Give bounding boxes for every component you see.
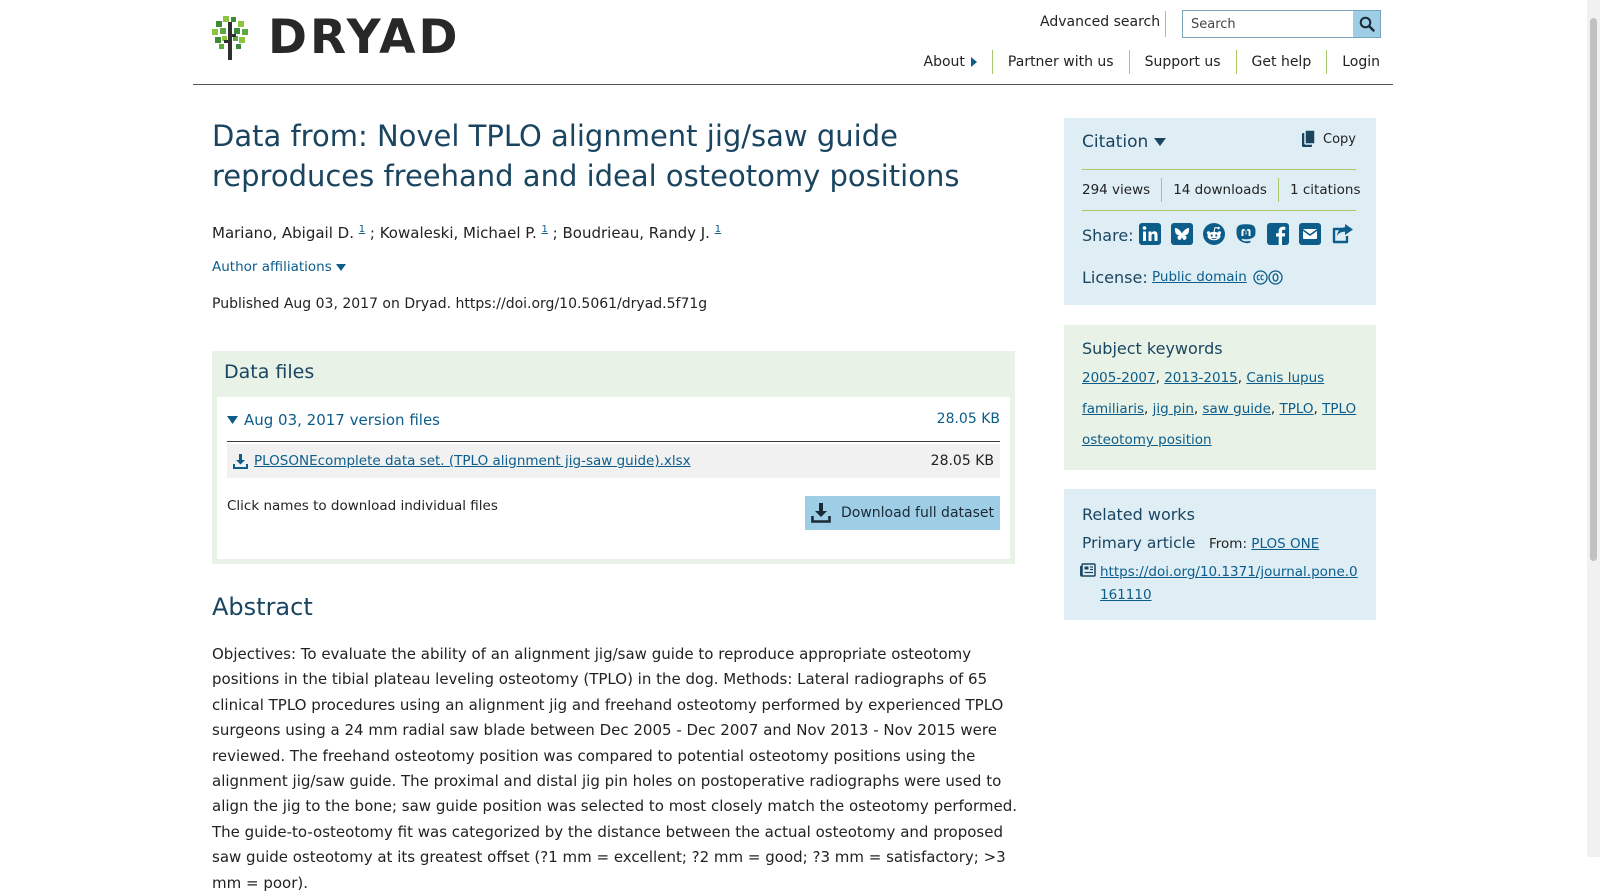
abstract-text: Objectives: To evaluate the ability of an alignment jig/saw guide to reproduce appropriate osteotomy positions in the tibial plateau leveling osteotomy (TPLO) in the dog. Methods: Lateral radiographs of 65 clinical TPLO procedures using an alignment jig and freehand osteotomy performed by experienced TPLO surgeons using a 24 mm radial saw blade between Dec 2005 - Dec 2007 and Nov 2013 - Nov 2015 were reviewed. The freehand osteotomy position was compared to potential osteotomy positions using the alignment jig/saw guide. The proximal and distal jig pin holes on postoperative radiographs were used to align the jig to the bone; saw guide position was selected to most closely match the osteotomy performed. The guide-to-osteotomy fit was categorized by the distance between the actual osteotomy and proposed saw guide osteotomy at its greatest offset (?1 mm = excellent; ?2 mm = good; ?3 mm = satisfactory; >3 mm = poor). [212, 645, 1017, 892]
caret-right-icon [970, 57, 977, 67]
citation-panel [1064, 118, 1376, 305]
copy-label: Copy [1323, 131, 1356, 147]
version-files-toggle[interactable] [227, 411, 1000, 442]
keyword-link[interactable]: jig pin [1152, 401, 1194, 417]
license-link[interactable]: Public domain [1152, 269, 1247, 285]
main-nav [909, 50, 1380, 74]
search-form [1182, 10, 1381, 38]
keyword-link[interactable]: Canis lupus familiaris [1082, 370, 1325, 417]
keyword-link[interactable]: 2013-2015 [1164, 370, 1238, 386]
related-works-panel [1064, 489, 1376, 620]
keywords-panel [1064, 325, 1376, 470]
author-affiliation-link[interactable]: 1 [541, 224, 548, 235]
nav-support[interactable]: Support us [1129, 50, 1236, 74]
email-icon[interactable] [1298, 222, 1322, 246]
caret-down-icon [227, 416, 238, 424]
reddit-icon[interactable] [1202, 222, 1226, 246]
mastodon-icon[interactable] [1234, 222, 1258, 246]
header-divider [1165, 11, 1166, 37]
author-affiliation-link[interactable]: 1 [358, 224, 366, 235]
search-button[interactable] [1353, 11, 1380, 37]
nav-help[interactable]: Get help [1236, 50, 1327, 74]
downloads-count: 14 downloads [1161, 178, 1278, 202]
citation-toggle[interactable] [1082, 132, 1166, 152]
related-source [1209, 536, 1319, 552]
file-size: 28.05 KB [930, 453, 994, 469]
abstract-heading: Abstract [212, 593, 313, 621]
license [1152, 269, 1283, 285]
file-row [227, 444, 1000, 478]
author-list: Mariano, Abigail D. $^1$ ; Kowaleski, Michael P. $^1$ ; Boudrieau, Randy J. $^1$ [212, 224, 722, 242]
citations-count: 1 citations [1278, 178, 1372, 202]
related-works-heading: Related works [1082, 505, 1195, 524]
download-full-dataset-button[interactable] [805, 496, 1000, 530]
keyword-link[interactable]: 2005-2007 [1082, 370, 1156, 386]
nav-about[interactable] [909, 50, 992, 74]
facebook-icon[interactable] [1266, 222, 1290, 246]
nav-about-label: About [923, 54, 965, 70]
cc-zero-icon [1253, 270, 1283, 285]
download-icon [233, 454, 248, 469]
search-icon [1359, 16, 1375, 32]
primary-article-label: Primary article [1082, 534, 1196, 552]
download-full-dataset-label: Download full dataset [840, 505, 994, 521]
nav-partner[interactable]: Partner with us [992, 50, 1129, 74]
share-label: Share: [1082, 226, 1134, 245]
dataset-title: Data from: Novel TPLO alignment jig/saw guide reproduces freehand and ideal osteotomy positions [212, 119, 960, 193]
divider [1082, 210, 1356, 211]
divider [1082, 169, 1356, 170]
search-input[interactable] [1183, 11, 1353, 37]
keywords-list: 2005-2007, 2013-2015, Canis lupus familiaris, jig pin, saw guide, TPLO, TPLO osteotomy position [1082, 370, 1357, 448]
scrollbar[interactable] [1587, 0, 1600, 857]
keyword-link[interactable]: TPLO [1279, 401, 1314, 417]
related-doi-link[interactable]: https://doi.org/10.1371/journal.pone.0161110 [1100, 564, 1358, 603]
author-affiliations-toggle[interactable] [212, 259, 346, 275]
data-files-heading: Data files [224, 361, 315, 383]
share-icon[interactable] [1330, 222, 1354, 246]
copy-citation-button[interactable] [1301, 130, 1356, 148]
author-name: Boudrieau, Randy J. [562, 224, 710, 242]
file-download-link[interactable] [233, 453, 691, 469]
keywords-heading: Subject keywords [1082, 339, 1223, 358]
license-label: License: [1082, 268, 1148, 287]
author-affiliation-link[interactable]: 1 [714, 224, 722, 235]
version-size: 28.05 KB [936, 411, 1000, 427]
linkedin-icon[interactable] [1138, 222, 1162, 246]
download-icon [811, 503, 831, 523]
version-label [227, 411, 440, 429]
dryad-logo[interactable] [212, 10, 461, 65]
article-icon [1080, 563, 1096, 577]
citation-label: Citation [1082, 132, 1149, 152]
keyword-link[interactable]: TPLO osteotomy position [1082, 401, 1357, 448]
bluesky-icon[interactable] [1170, 222, 1194, 246]
copy-icon [1301, 130, 1317, 148]
nav-login[interactable]: Login [1326, 50, 1380, 74]
version-label-text: Aug 03, 2017 version files [244, 411, 440, 429]
file-name: PLOSONEcomplete data set. (TPLO alignment jig-saw guide).xlsx [254, 453, 691, 469]
data-files-content [217, 397, 1010, 559]
from-label: From: [1209, 536, 1247, 552]
data-files-panel [212, 351, 1015, 564]
views-count: 294 views [1082, 182, 1151, 198]
caret-down-icon [1154, 138, 1166, 146]
author-name: Kowaleski, Michael P. [379, 224, 537, 242]
scrollbar-thumb[interactable] [1590, 18, 1597, 561]
download-note: Click names to download individual files [227, 498, 498, 514]
share-icons [1138, 222, 1354, 246]
metrics [1082, 178, 1372, 202]
source-journal-link[interactable]: PLOS ONE [1251, 536, 1320, 552]
header-rule [193, 84, 1393, 85]
keyword-link[interactable]: saw guide [1202, 401, 1271, 417]
dryad-tree-icon [212, 16, 248, 60]
dryad-wordmark: DRYAD [268, 10, 461, 65]
publication-info: Published Aug 03, 2017 on Dryad. https://doi.org/10.5061/dryad.5f71g [212, 296, 708, 312]
author-affiliations-label: Author affiliations [212, 259, 332, 275]
advanced-search-link[interactable]: Advanced search [1040, 14, 1161, 30]
caret-down-icon [336, 264, 346, 271]
author-name: Mariano, Abigail D. [212, 224, 354, 242]
